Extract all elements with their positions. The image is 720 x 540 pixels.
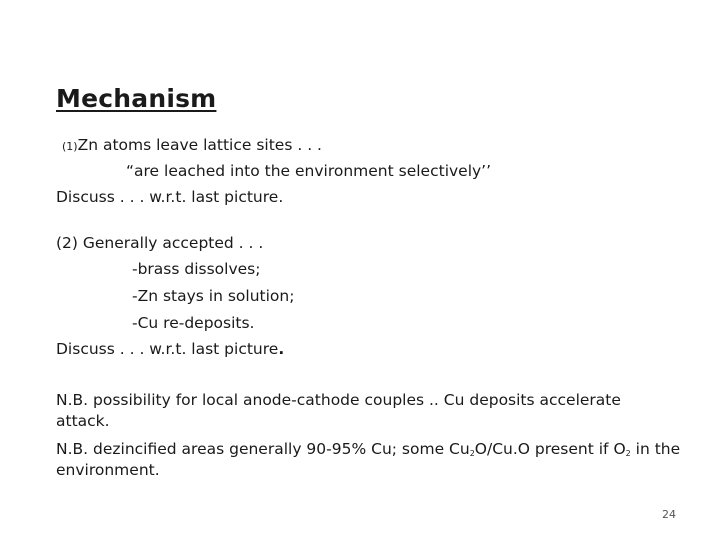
- section2-discuss-period: .: [278, 340, 285, 358]
- section2-item: -brass dissolves;: [132, 260, 261, 278]
- section1-discuss: Discuss . . . w.r.t. last picture.: [56, 188, 284, 206]
- section2-discuss-text: Discuss . . . w.r.t. last picture: [56, 340, 279, 358]
- section2-discuss: [56, 339, 284, 360]
- section2-item: -Zn stays in solution;: [132, 287, 295, 305]
- note2-part3: in the: [630, 440, 681, 458]
- section2-item: -Cu re-deposits.: [132, 314, 255, 332]
- note2-subscript: 2: [625, 449, 631, 458]
- note2-line2: environment.: [56, 461, 160, 479]
- note2-part2: O/Cu.O present if O: [474, 440, 626, 458]
- section2-heading: (2) Generally accepted . . .: [56, 234, 264, 252]
- note2-part1: N.B. dezincified areas generally 90-95% Cu; some Cu: [56, 440, 470, 458]
- section1-text: Zn atoms leave lattice sites . . .: [77, 136, 322, 154]
- section1-quote: “are leached into the environment selectively’’: [126, 162, 492, 180]
- page-number: 24: [662, 508, 676, 521]
- section1-line1: [62, 135, 322, 157]
- section1-number: (1): [62, 140, 78, 153]
- slide-title: Mechanism: [56, 84, 217, 113]
- note1-line2: attack.: [56, 412, 110, 430]
- note1-line1: N.B. possibility for local anode-cathode couples .. Cu deposits accelerate: [56, 391, 621, 409]
- note2-subscript: 2: [469, 449, 475, 458]
